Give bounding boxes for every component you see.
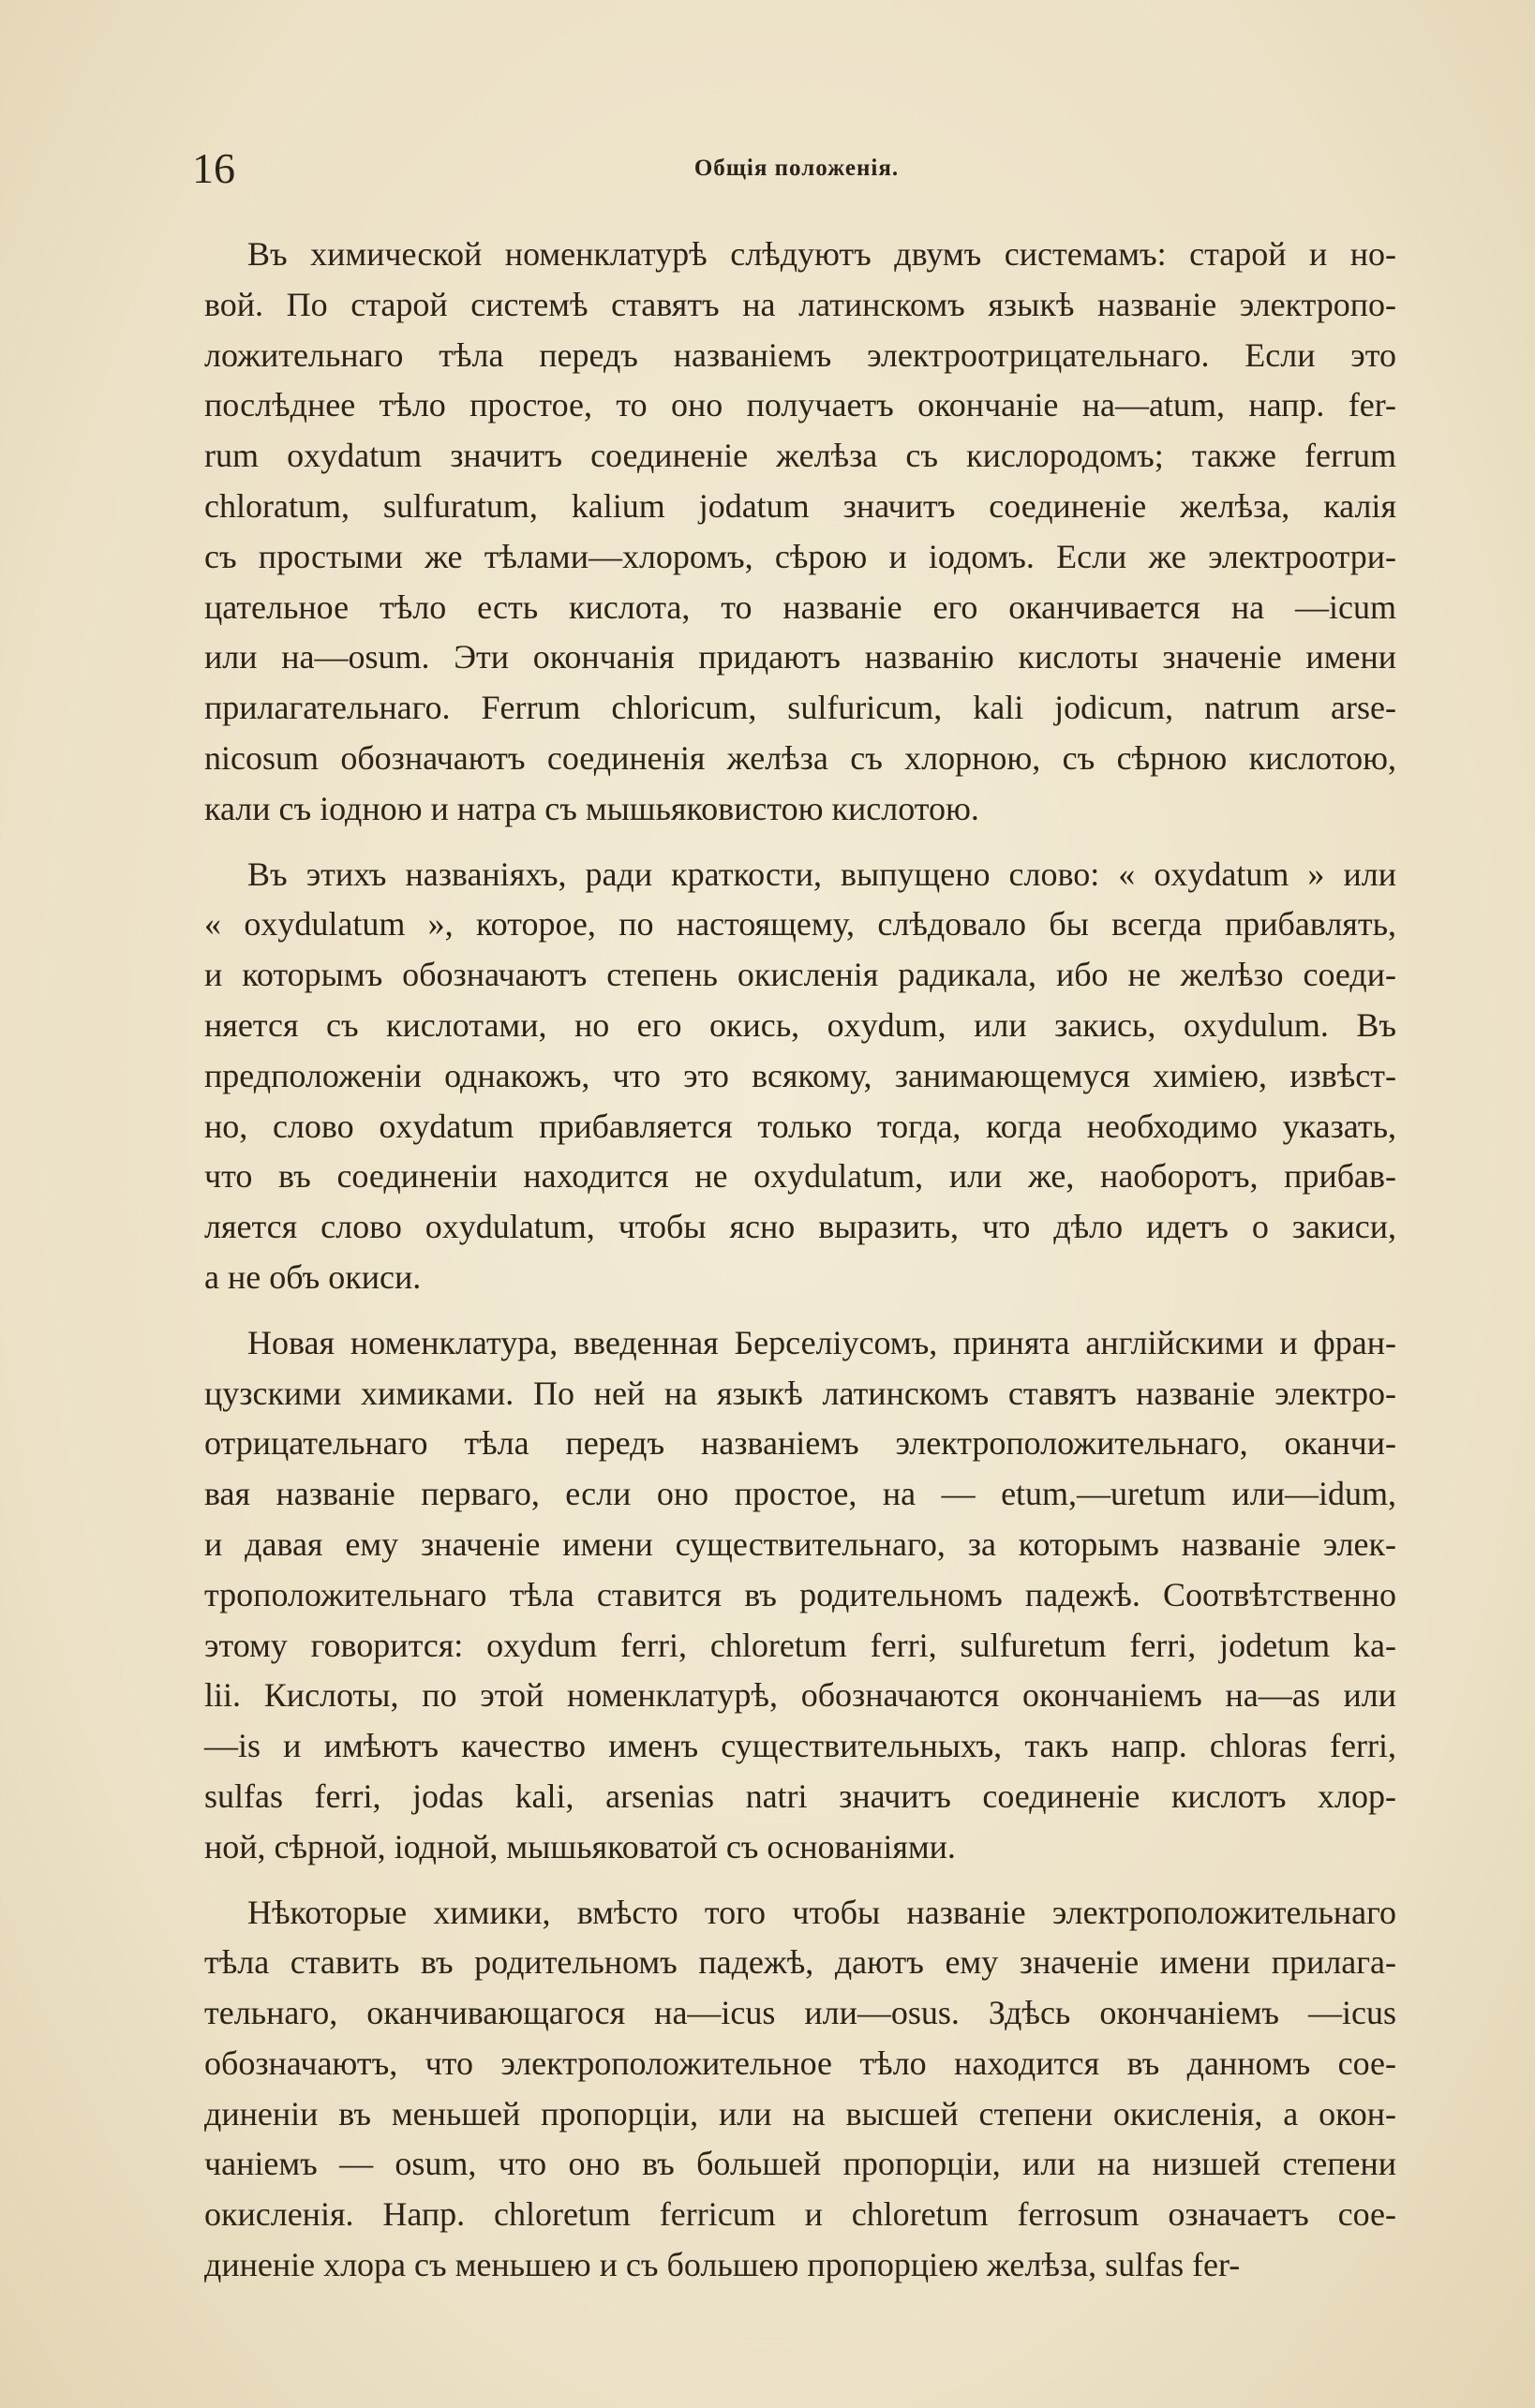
text-line: обозначаютъ, что электроположительное тѣло находится въ данномъ сое- (204, 2044, 1396, 2082)
text-line: ной, сѣрной, іодной, мышьяковатой съ основаніями. (204, 1827, 956, 1865)
text-line: троположительнаго тѣла ставится въ родительномъ падежѣ. Соотвѣтственно (204, 1575, 1396, 1613)
text-line: Въ химической номенклатурѣ слѣдуютъ двумъ системамъ: старой и но- (247, 235, 1396, 273)
text-line: nicosum обозначаютъ соединенія желѣза съ хлорною, съ сѣрною кислотою, (204, 738, 1396, 777)
text-line: цательное тѣло есть кислота, то названіе его оканчивается на —icum (204, 587, 1396, 626)
header-title: Общія положенія. (693, 156, 900, 181)
paragraph (204, 850, 1396, 1303)
text-line: что въ соединеніи находится не oxydulatum, или же, наоборотъ, прибав- (204, 1157, 1396, 1196)
text-line: этому говорится: oxydum ferri, chloretum ferri, sulfuretum ferri, jodetum ka- (204, 1626, 1396, 1664)
text-line: ложительнаго тѣла передъ названіемъ электроотрицательнаго. Если это (204, 335, 1396, 374)
text-line: но, слово oxydatum прибавляется только тогда, когда необходимо указать, (204, 1107, 1396, 1145)
text-line: или на—osum. Эти окончанія придаютъ названію кислоты значеніе имени (204, 638, 1396, 676)
page-number: 16 (192, 144, 235, 192)
text-line: окисленія. Напр. chloretum ferricum и chloretum ferrosum означаетъ сое- (204, 2195, 1396, 2234)
text-line: кали съ іодною и натра съ мышьяковистою кислотою. (204, 789, 979, 827)
text-line: тельнаго, оканчивающагося на—icus или—osus. Здѣсь окончаніемъ —icus (204, 1994, 1396, 2032)
text-line: —is и имѣютъ качество именъ существительныхъ, такъ напр. chloras ferri, (204, 1727, 1396, 1765)
text-line: Въ этихъ названіяхъ, ради краткости, выпущено слово: « oxydatum » или (247, 855, 1396, 893)
text-line: послѣднее тѣло простое, то оно получаетъ окончаніе на—atum, напр. fer- (204, 386, 1396, 424)
text-line: « oxydulatum », которое, по настоящему, слѣдовало бы всегда прибавлять, (204, 905, 1396, 944)
paragraph (204, 230, 1396, 835)
body-text (204, 230, 1396, 2306)
text-line: sulfas ferri, jodas kali, arsenias natri значитъ соединеніе кислотъ хлор- (204, 1776, 1396, 1815)
text-line: диненіе хлора съ меньшею и съ большею пропорціею желѣза, sulfas fer- (204, 2246, 1241, 2284)
text-line: диненіи въ меньшей пропорціи, или на высшей степени окисленія, а окон- (204, 2094, 1396, 2133)
text-line: и давая ему значеніе имени существительнаго, за которымъ названіе элек- (204, 1524, 1396, 1563)
text-line: няется съ кислотами, но его окись, oxydum, или закись, oxydulum. Въ (204, 1005, 1396, 1044)
text-line: отрицательнаго тѣла передъ названіемъ электроположительнаго, оканчи- (204, 1424, 1396, 1463)
text-line: предположеніи однакожъ, что это всякому, занимающемуся химіею, извѣст- (204, 1056, 1396, 1094)
text-line: прилагательнаго. Ferrum chloricum, sulfuricum, kali jodicum, natrum arse- (204, 689, 1396, 727)
paragraph (204, 1888, 1396, 2291)
text-line: тѣла ставить въ родительномъ падежѣ, даютъ ему значеніе имени прилага- (204, 1943, 1396, 1982)
text-line: а не объ окиси. (204, 1257, 422, 1296)
text-line: чаніемъ — osum, что оно въ большей пропорціи, или на низшей степени (204, 2145, 1396, 2183)
text-line: цузскими химиками. По ней на языкѣ латинскомъ ставятъ названіе электро- (204, 1374, 1396, 1412)
text-line: lii. Кислоты, по этой номенклатурѣ, обозначаются окончаніемъ на—as или (204, 1676, 1396, 1715)
text-line: вой. По старой системѣ ставятъ на латинскомъ языкѣ названіе электропо- (204, 285, 1396, 323)
text-line: вая названіе перваго, если оно простое, на — etum,—uretum или—idum, (204, 1475, 1396, 1513)
text-line: rum oxydatum значитъ соединеніе желѣза съ кислородомъ; также ferrum (204, 437, 1396, 475)
paragraph (204, 1318, 1396, 1873)
text-line: chloratum, sulfuratum, kalium jodatum значитъ соединеніе желѣза, калія (204, 486, 1396, 525)
text-line: Новая номенклатура, введенная Берселіусомъ, принята англійскими и фран- (247, 1323, 1396, 1361)
text-line: съ простыми же тѣлами—хлоромъ, сѣрою и іодомъ. Если же электроотри- (204, 537, 1396, 575)
running-head (192, 145, 1401, 192)
text-line: и которымъ обозначаютъ степень окисленія радикала, ибо не желѣзо соеди- (204, 956, 1396, 994)
text-line: ляется слово oxydulatum, чтобы ясно выразить, что дѣло идетъ о закиси, (204, 1208, 1396, 1246)
text-line: Нѣкоторые химики, вмѣсто того чтобы названіе электроположительнаго (247, 1893, 1396, 1931)
